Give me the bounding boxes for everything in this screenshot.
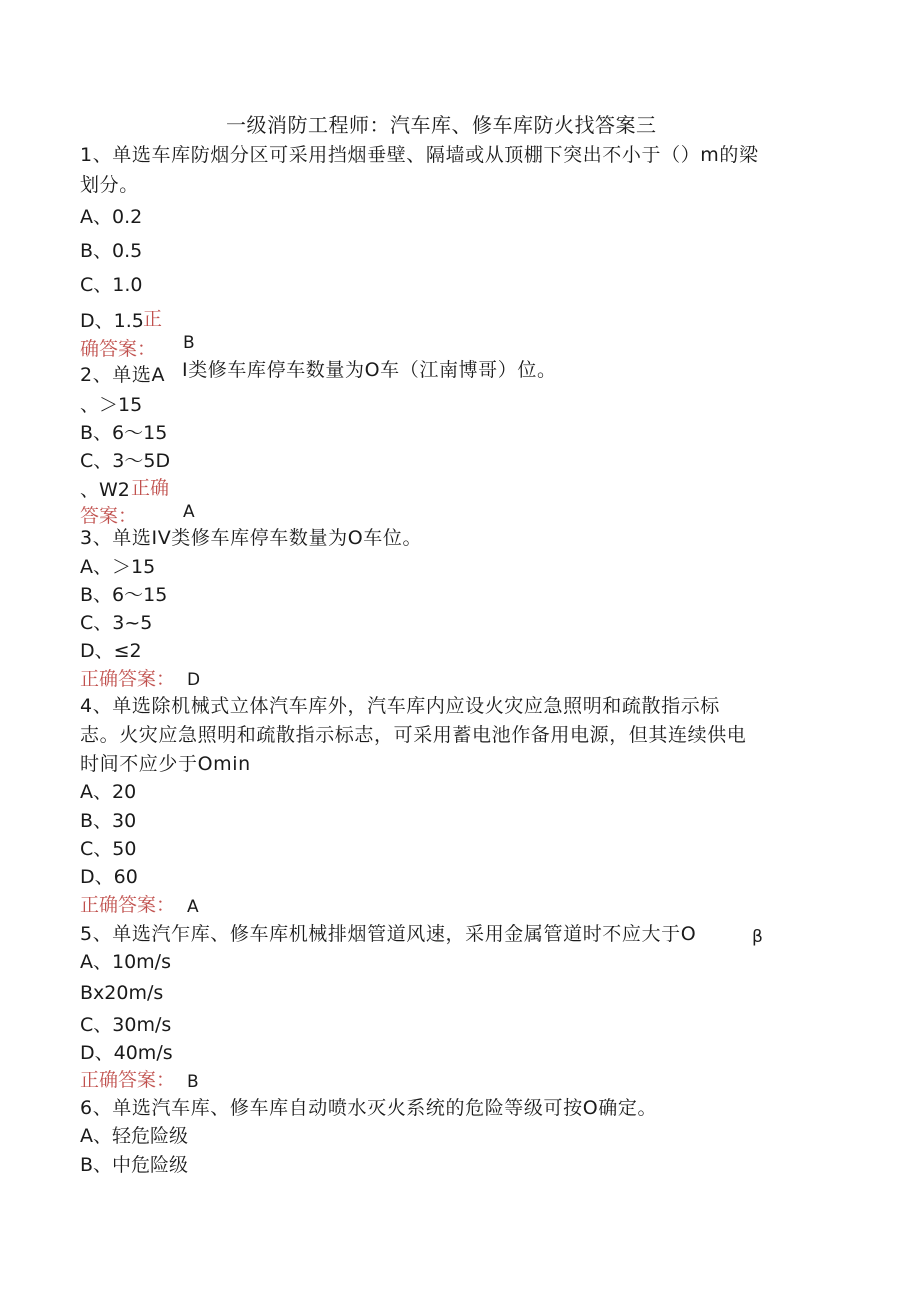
question-3-option-d: D、≤2: [80, 640, 142, 662]
question-2-option-b: B、6～15: [80, 422, 168, 444]
question-1-answer-value: B: [183, 333, 195, 353]
question-1-answer-label-part-1: 正: [143, 308, 163, 330]
question-5-suffix: β: [752, 927, 763, 947]
question-4-answer-label: 正确答案：: [80, 894, 176, 916]
question-5-option-d: D、40m∕s: [80, 1042, 173, 1064]
question-2-answer-label-part-1: 正确: [131, 477, 170, 499]
question-1-answer-label-part-2: 确答案：: [80, 338, 157, 360]
question-3-option-c: C、3~5: [80, 612, 153, 634]
question-5-answer-value: B: [187, 1072, 199, 1092]
question-4-option-b: B、30: [80, 810, 137, 832]
question-3-text: 3、单选IV类修车库停车数量为O车位。: [80, 527, 423, 549]
question-2-text: I类修车库停车数量为O车（江南博哥）位。: [182, 359, 557, 381]
question-4-option-c: C、50: [80, 838, 137, 860]
question-2-option-d: 、W2: [80, 479, 130, 501]
document-title: 一级消防工程师：汽车库、修车库防火找答案三: [226, 113, 657, 137]
question-1-line-2: 划分。: [80, 174, 139, 196]
question-2-answer-label-part-2: 答案：: [80, 505, 138, 527]
question-1-option-d: D、1.5: [80, 310, 144, 332]
question-5-option-a: A、10m∕s: [80, 951, 171, 973]
question-5-answer-label: 正确答案：: [80, 1069, 176, 1091]
question-4-option-a: A、20: [80, 781, 137, 803]
question-2-option-a: 、＞15: [80, 394, 143, 416]
question-3-answer-label: 正确答案：: [80, 668, 176, 690]
question-6-option-a: A、轻危险级: [80, 1125, 188, 1147]
question-1-option-c: C、1.0: [80, 274, 143, 296]
question-2-option-c-d: C、3～5D: [80, 450, 171, 472]
question-5-option-b: Bx20m∕s: [80, 982, 164, 1004]
question-3-option-a: A、＞15: [80, 556, 156, 578]
question-1-option-a: A、0.2: [80, 206, 143, 228]
question-1-line-1: 1、单选车库防烟分区可采用挡烟垂壁、隔墙或从顶棚下突出不小于（）m的梁: [80, 144, 759, 166]
question-5-text: 5、单选汽乍库、修车库机械排烟管道风速，采用金属管道时不应大于O: [80, 923, 697, 945]
question-2-answer-value: A: [183, 502, 195, 522]
question-6-option-b: B、中危险级: [80, 1154, 189, 1176]
question-2-prefix: 2、单选A: [80, 364, 166, 386]
question-4-line-2: 志。火灾应急照明和疏散指示标志，可采用蓄电池作备用电源，但其连续供电: [80, 724, 747, 746]
question-4-line-3: 时间不应少于Omin: [80, 753, 251, 775]
question-4-answer-value: A: [187, 897, 199, 917]
question-3-option-b: B、6～15: [80, 584, 168, 606]
question-5-option-c: C、30m∕s: [80, 1014, 172, 1036]
question-4-line-1: 4、单选除机械式立体汽车库外，汽车库内应设火灾应急照明和疏散指示标: [80, 695, 720, 717]
question-3-answer-value: D: [187, 670, 201, 690]
question-1-option-b: B、0.5: [80, 240, 143, 262]
question-6-text: 6、单选汽车库、修车库自动喷水灭火系统的危险等级可按O确定。: [80, 1097, 658, 1119]
question-4-option-d: D、60: [80, 866, 138, 888]
